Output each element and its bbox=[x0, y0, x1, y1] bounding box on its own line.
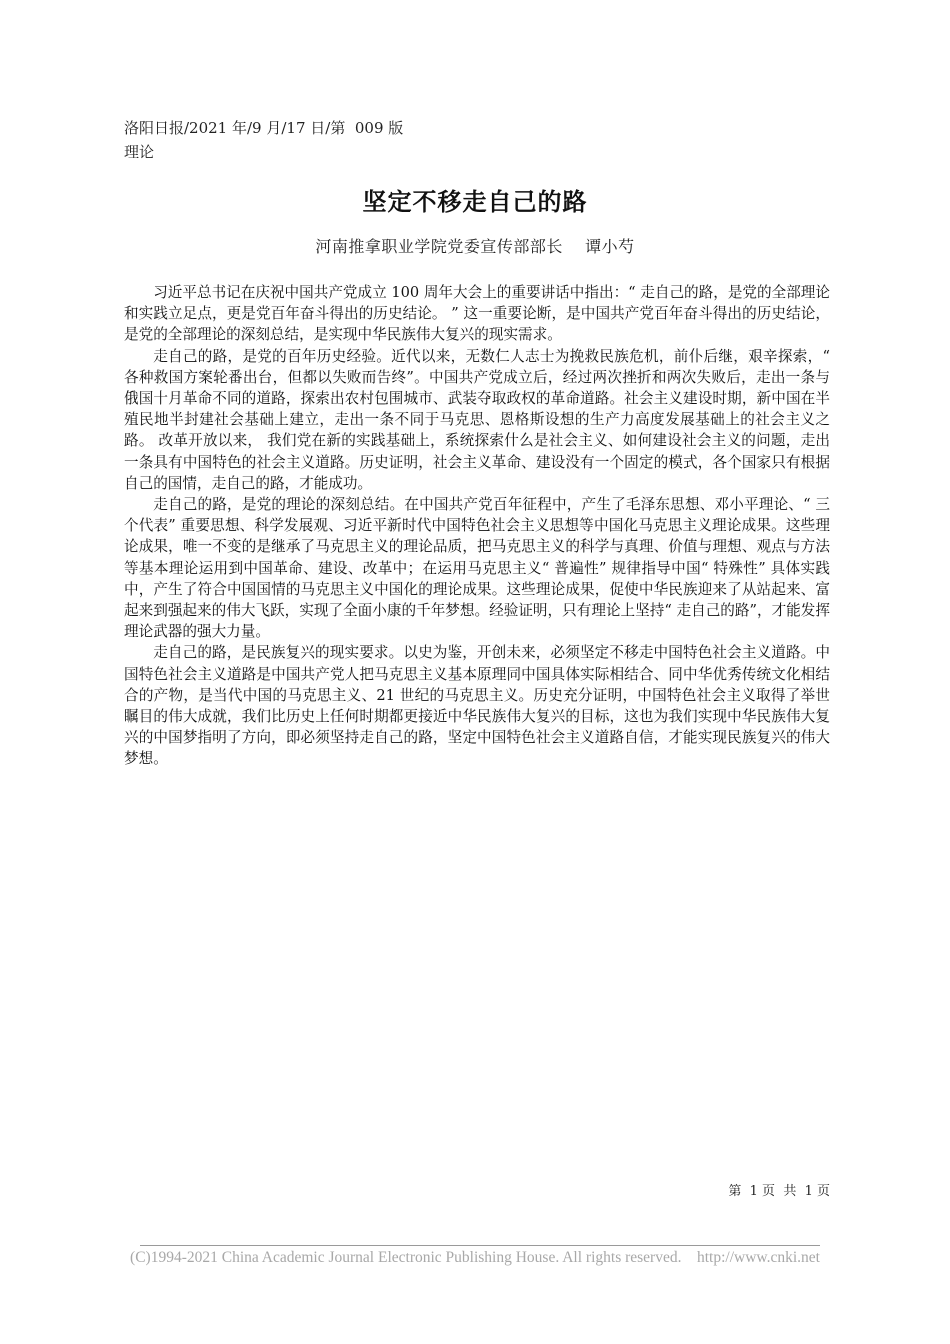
paragraph-3: 走自己的路，是党的理论的深刻总结。在中国共产党百年征程中，产生了毛泽东思想、邓小平理论、“ 三个代表” 重要思想、科学发展观、习近平新时代中国特色社会主义思想等中国化马克思主义理论成果。这些理论成果，唯一不变的是继承了马克思主义的理论品质，把马克思主义的科学与真理、价值与理想、观点与方法等基本理论运用到中国革命、建设、改革中；在运用马克思主义“ 普遍性” 规律指导中国“ 特殊性” 具体实践中，产生了符合中国国情的马克思主义中国化的理论成果。这些理论成果，促使中华民族迎来了从站起来、富起来到强起来的伟大飞跃，实现了全面小康的千年梦想。经验证明，只有理论上坚持“ 走自己的路”，才能发挥理论武器的强大力量。 bbox=[124, 496, 830, 641]
paragraph-4: 走自己的路，是民族复兴的现实要求。以史为鉴，开创未来，必须坚定不移走中国特色社会主义道路。中国特色社会主义道路是中国共产党人把马克思主义基本原理同中国具体实际相结合、同中华优秀传统文化相结合的产物，是当代中国的马克思主义、21 世纪的马克思主义。历史充分证明，中国特色社会主义取得了举世瞩目的伟大成就，我们比历史上任何时期都更接近中华民族伟大复兴的目标，这也为我们实现中华民族伟大复兴的中国梦指明了方向，即必须坚持走自己的路，坚定中国特色社会主义道路自信，才能实现民族复兴的伟大梦想。 bbox=[124, 644, 830, 768]
paragraph-1: 习近平总书记在庆祝中国共产党成立 100 周年大会上的重要讲话中指出：“ 走自己的路，是党的全部理论和实践立足点，更是党百年奋斗得出的历史结论。 ” 这一重要论断，是中国共产党百年奋斗得出的历史结论，是党的全部理论的深刻总结，是实现中华民族伟大复兴的现实需求。 bbox=[124, 284, 830, 344]
footer-divider bbox=[140, 1245, 820, 1246]
publication-source: 洛阳日报/2021 年/9 月/17 日/第 009 版理论 bbox=[124, 119, 404, 161]
article-title: 坚定不移走自己的路 bbox=[362, 188, 588, 216]
paragraph-2: 走自己的路，是党的百年历史经验。近代以来，无数仁人志士为挽救民族危机，前仆后继，艰辛探索，“ 各种救国方案轮番出台，但都以失败而告终”。中国共产党成立后，经过两次挫折和两次失败后，走出一条与俄国十月革命不同的道路，探索出农村包围城市、武装夺取政权的革命道路。社会主义建设时期，新中国在半殖民地半封建社会基础上建立，走出一条不同于马克思、恩格斯设想的生产力高度发展基础上的社会主义之路。 改革开放以来， 我们党在新的实践基础上，系统探索什么是社会主义、如何建设社会主义的问题，走出一条具有中国特色的社会主义道路。历史证明，社会主义革命、建设没有一个固定的模式，各个国家只有根据自己的国情，走自己的路，才能成功。 bbox=[124, 347, 830, 492]
page-number: 第 1 页 共 1 页 bbox=[728, 1184, 830, 1199]
article-author: 河南推拿职业学院党委宣传部部长 谭小芍 bbox=[315, 237, 635, 256]
copyright-watermark: (C)1994-2021 China Academic Journal Electronic Publishing House. All rights reserved. http://www.cnki.net bbox=[130, 1249, 820, 1266]
article-body bbox=[124, 282, 830, 770]
